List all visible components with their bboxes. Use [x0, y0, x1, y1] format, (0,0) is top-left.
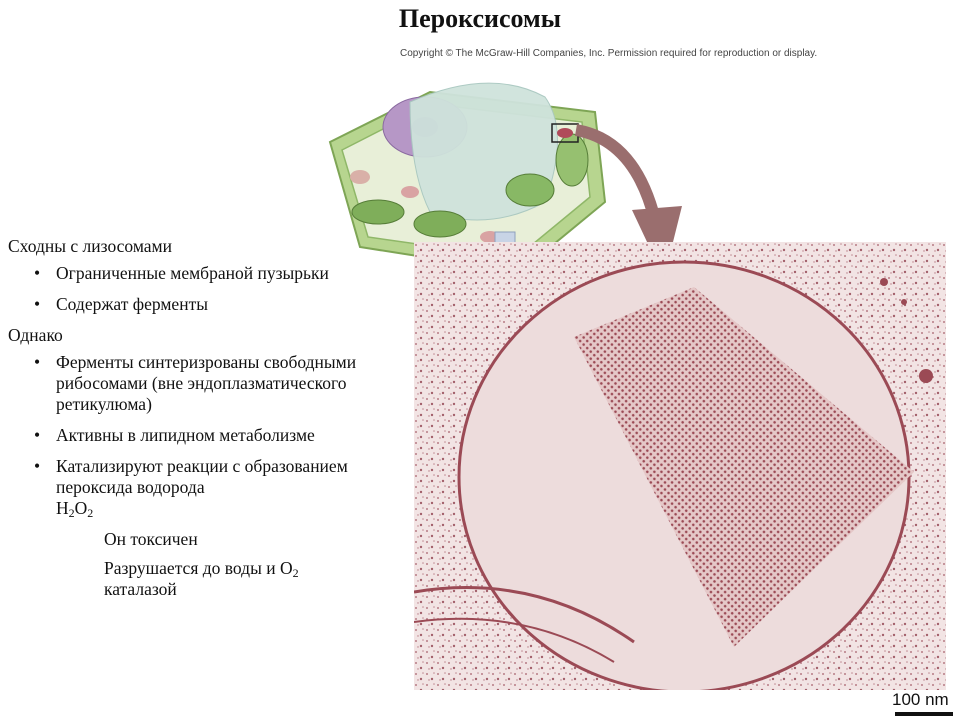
- heading-however: Однако: [8, 325, 63, 345]
- scale-label: 100 nm: [892, 690, 949, 709]
- bullet-item: • Ферменты синтеризрованы свободными рибосомами (вне эндоплазматического ретикулюма): [34, 352, 357, 414]
- scale-bar: [895, 712, 953, 716]
- bullet-text: Ограниченные мембраной пузырьки: [56, 263, 329, 283]
- bullet-text: Ферменты синтеризрованы свободными рибосомами (вне эндоплазматического ретикулюма): [56, 352, 357, 414]
- bullet-text: Активны в липидном метаболизме: [56, 425, 315, 445]
- slide-title: Пероксисомы: [398, 4, 562, 33]
- bullet-item: • Катализируют реакции с образованием пероксида водорода $H_2O_2$: [34, 456, 348, 520]
- formula-h2o2: $H_2O_2$: [56, 498, 94, 520]
- copyright-notice: Copyright © The McGraw-Hill Companies, Inc. Permission required for reproduction or display.: [400, 48, 818, 59]
- bullet-item: • Активны в липидном метаболизме: [34, 425, 315, 445]
- heading-similar: Сходны с лизосомами: [8, 236, 172, 256]
- bullet-text: [8, 236, 388, 608]
- bullet-item: • Содержат ферменты: [34, 294, 208, 314]
- peroxisome-micrograph: [414, 242, 946, 690]
- subitem-catalase: Разрушается до воды и $O_2$ каталазой: [104, 558, 299, 599]
- bullet-text: Содержат ферменты: [56, 294, 208, 314]
- bullet-item: • Ограниченные мембраной пузырьки: [34, 263, 329, 283]
- bullet-text: Катализируют реакции с образованием пероксида водорода: [56, 456, 348, 497]
- subitem-toxic: Он токсичен: [104, 529, 198, 549]
